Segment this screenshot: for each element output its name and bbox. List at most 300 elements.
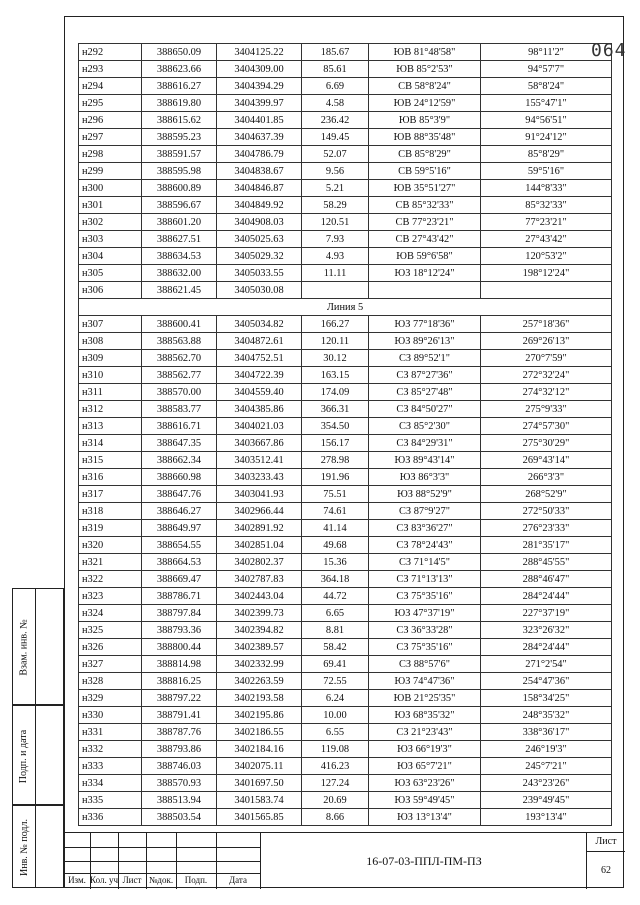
rhumb: СЗ 83°36'27" [369, 520, 481, 537]
rhumb: СВ 27°43'42" [369, 231, 481, 248]
rhumb: ЮЗ 18°12'24" [369, 265, 481, 282]
table-row [79, 605, 612, 622]
distance: 166.27 [302, 316, 369, 333]
point-id: н328 [79, 673, 142, 690]
side-label-vzam: Взам. инв. № [18, 619, 30, 676]
coord-y: 3402195.86 [217, 707, 302, 724]
point-id: н319 [79, 520, 142, 537]
table-row [79, 163, 612, 180]
distance: 6.65 [302, 605, 369, 622]
tb-ndok: №док. [148, 875, 174, 885]
coord-x: 388816.25 [142, 673, 217, 690]
rhumb: ЮВ 21°25'35" [369, 690, 481, 707]
azimuth: 323°26'32" [481, 622, 612, 639]
azimuth: 91°24'12" [481, 129, 612, 146]
azimuth: 270°7'59" [481, 350, 612, 367]
table-row [79, 520, 612, 537]
point-id: н333 [79, 758, 142, 775]
point-id: н314 [79, 435, 142, 452]
coord-x: 388503.54 [142, 809, 217, 826]
coordinates-table [78, 43, 612, 826]
coord-x: 388596.67 [142, 197, 217, 214]
table-body-a [79, 44, 612, 299]
table-row [79, 707, 612, 724]
distance: 15.36 [302, 554, 369, 571]
coord-y: 3404786.79 [217, 146, 302, 163]
point-id: н317 [79, 486, 142, 503]
table-row [79, 350, 612, 367]
coord-y: 3402193.58 [217, 690, 302, 707]
distance: 191.96 [302, 469, 369, 486]
distance: 149.45 [302, 129, 369, 146]
distance: 7.93 [302, 231, 369, 248]
point-id: н302 [79, 214, 142, 231]
distance: 366.31 [302, 401, 369, 418]
azimuth: 193°13'4" [481, 809, 612, 826]
table-row [79, 690, 612, 707]
rhumb: ЮВ 24°12'59" [369, 95, 481, 112]
rhumb: ЮЗ 77°18'36" [369, 316, 481, 333]
point-id: н321 [79, 554, 142, 571]
rhumb: СЗ 71°14'5" [369, 554, 481, 571]
rhumb: ЮЗ 65°7'21" [369, 758, 481, 775]
coord-y: 3402891.92 [217, 520, 302, 537]
point-id: н294 [79, 78, 142, 95]
rhumb: СЗ 88°57'6" [369, 656, 481, 673]
azimuth: 266°3'3" [481, 469, 612, 486]
point-id: н299 [79, 163, 142, 180]
coord-y: 3402332.99 [217, 656, 302, 673]
azimuth: 144°8'33" [481, 180, 612, 197]
point-id: н318 [79, 503, 142, 520]
rhumb: СЗ 21°23'43" [369, 724, 481, 741]
side-block-inv [12, 805, 64, 888]
point-id: н309 [79, 350, 142, 367]
azimuth: 257°18'36" [481, 316, 612, 333]
point-id: н296 [79, 112, 142, 129]
table-row [79, 197, 612, 214]
coord-y: 3401697.50 [217, 775, 302, 792]
table-body-b [79, 316, 612, 826]
coord-x: 388513.94 [142, 792, 217, 809]
coord-x: 388814.98 [142, 656, 217, 673]
point-id: н332 [79, 741, 142, 758]
tb-list: Лист [122, 875, 142, 885]
rhumb: СВ 59°5'16" [369, 163, 481, 180]
point-id: н335 [79, 792, 142, 809]
rhumb: ЮЗ 89°26'13" [369, 333, 481, 350]
rhumb: СЗ 87°27'36" [369, 367, 481, 384]
distance: 236.42 [302, 112, 369, 129]
distance: 416.23 [302, 758, 369, 775]
distance: 6.24 [302, 690, 369, 707]
coord-x: 388632.00 [142, 265, 217, 282]
distance: 8.81 [302, 622, 369, 639]
azimuth: 284°24'44" [481, 639, 612, 656]
coord-x: 388649.97 [142, 520, 217, 537]
distance: 58.42 [302, 639, 369, 656]
point-id: н316 [79, 469, 142, 486]
point-id: н303 [79, 231, 142, 248]
coord-y: 3404559.40 [217, 384, 302, 401]
point-id: н326 [79, 639, 142, 656]
coord-x: 388793.36 [142, 622, 217, 639]
azimuth: 288°46'47" [481, 571, 612, 588]
azimuth: 85°32'33" [481, 197, 612, 214]
page-stamp: 064 [591, 40, 627, 61]
rhumb: СЗ 84°50'27" [369, 401, 481, 418]
point-id: н293 [79, 61, 142, 78]
table-row [79, 282, 612, 299]
coord-y: 3402075.11 [217, 758, 302, 775]
azimuth: 281°35'17" [481, 537, 612, 554]
azimuth: 59°5'16" [481, 163, 612, 180]
point-id: н325 [79, 622, 142, 639]
rhumb: СВ 77°23'21" [369, 214, 481, 231]
coord-x: 388660.98 [142, 469, 217, 486]
distance: 5.21 [302, 180, 369, 197]
table-row [79, 248, 612, 265]
azimuth: 58°8'24" [481, 78, 612, 95]
section-header [79, 299, 612, 316]
azimuth: 246°19'3" [481, 741, 612, 758]
azimuth: 274°57'30" [481, 418, 612, 435]
point-id: н308 [79, 333, 142, 350]
distance: 364.18 [302, 571, 369, 588]
coord-y: 3405030.08 [217, 282, 302, 299]
point-id: н298 [79, 146, 142, 163]
coord-y: 3405033.55 [217, 265, 302, 282]
distance: 30.12 [302, 350, 369, 367]
distance: 10.00 [302, 707, 369, 724]
coord-x: 388662.34 [142, 452, 217, 469]
table-row [79, 61, 612, 78]
coord-x: 388800.44 [142, 639, 217, 656]
point-id: н324 [79, 605, 142, 622]
rhumb: СЗ 85°27'48" [369, 384, 481, 401]
azimuth: 94°57'7" [481, 61, 612, 78]
table-row [79, 112, 612, 129]
coord-y: 3402443.04 [217, 588, 302, 605]
rhumb: ЮВ 81°48'58" [369, 44, 481, 61]
rhumb: ЮЗ 13°13'4" [369, 809, 481, 826]
table-row [79, 129, 612, 146]
point-id: н305 [79, 265, 142, 282]
coord-y: 3403512.41 [217, 452, 302, 469]
tb-izm: Изм. [68, 875, 86, 885]
point-id: н313 [79, 418, 142, 435]
side-label-inv: Инв. № подл. [18, 819, 30, 876]
tb-data: Дата [229, 875, 247, 885]
distance: 185.67 [302, 44, 369, 61]
coord-y: 3402263.59 [217, 673, 302, 690]
table-row [79, 486, 612, 503]
table-row [79, 775, 612, 792]
table-row [79, 656, 612, 673]
coord-x: 388787.76 [142, 724, 217, 741]
azimuth: 239°49'45" [481, 792, 612, 809]
rhumb: ЮВ 85°3'9" [369, 112, 481, 129]
azimuth: 274°32'12" [481, 384, 612, 401]
rhumb: ЮЗ 59°49'45" [369, 792, 481, 809]
coord-y: 3402186.55 [217, 724, 302, 741]
rhumb: СЗ 89°52'1" [369, 350, 481, 367]
azimuth: 269°26'13" [481, 333, 612, 350]
side-block-vzam [12, 588, 64, 705]
coord-y: 3404401.85 [217, 112, 302, 129]
distance [302, 282, 369, 299]
point-id: н330 [79, 707, 142, 724]
coord-x: 388797.84 [142, 605, 217, 622]
table-row [79, 435, 612, 452]
distance: 49.68 [302, 537, 369, 554]
point-id: н327 [79, 656, 142, 673]
rhumb [369, 282, 481, 299]
title-block-grid [64, 833, 260, 889]
azimuth: 284°24'44" [481, 588, 612, 605]
rhumb: СЗ 78°24'43" [369, 537, 481, 554]
coord-y: 3402184.16 [217, 741, 302, 758]
coord-x: 388595.98 [142, 163, 217, 180]
azimuth: 77°23'21" [481, 214, 612, 231]
coord-y: 3404385.86 [217, 401, 302, 418]
azimuth: 243°23'26" [481, 775, 612, 792]
rhumb: ЮВ 35°51'27" [369, 180, 481, 197]
coord-y: 3404309.00 [217, 61, 302, 78]
azimuth: 245°7'21" [481, 758, 612, 775]
table-row [79, 333, 612, 350]
tb-podp: Подп. [184, 875, 208, 885]
coord-x: 388627.51 [142, 231, 217, 248]
coord-y: 3402394.82 [217, 622, 302, 639]
distance: 41.14 [302, 520, 369, 537]
table-row [79, 367, 612, 384]
table-row [79, 316, 612, 333]
azimuth: 272°32'24" [481, 367, 612, 384]
point-id: н292 [79, 44, 142, 61]
rhumb: СЗ 71°13'13" [369, 571, 481, 588]
azimuth: 275°9'33" [481, 401, 612, 418]
point-id: н329 [79, 690, 142, 707]
table-row [79, 214, 612, 231]
title-block [64, 832, 624, 888]
coord-x: 388623.66 [142, 61, 217, 78]
table-row [79, 639, 612, 656]
distance: 75.51 [302, 486, 369, 503]
coord-x: 388791.41 [142, 707, 217, 724]
coord-y: 3404394.29 [217, 78, 302, 95]
table-row [79, 741, 612, 758]
rhumb: ЮВ 85°2'53" [369, 61, 481, 78]
distance: 120.51 [302, 214, 369, 231]
azimuth: 198°12'24" [481, 265, 612, 282]
rhumb: ЮЗ 68°35'32" [369, 707, 481, 724]
azimuth: 27°43'42" [481, 231, 612, 248]
table-row [79, 571, 612, 588]
table-row [79, 418, 612, 435]
sheet-box [586, 833, 625, 889]
distance: 354.50 [302, 418, 369, 435]
azimuth: 155°47'1" [481, 95, 612, 112]
azimuth: 288°45'55" [481, 554, 612, 571]
coord-x: 388600.89 [142, 180, 217, 197]
coord-y: 3404021.03 [217, 418, 302, 435]
coord-x: 388591.57 [142, 146, 217, 163]
distance: 8.66 [302, 809, 369, 826]
table-row [79, 401, 612, 418]
coord-y: 3403667.86 [217, 435, 302, 452]
coord-y: 3402389.57 [217, 639, 302, 656]
azimuth: 272°50'33" [481, 503, 612, 520]
coord-y: 3404872.61 [217, 333, 302, 350]
table-row [79, 146, 612, 163]
distance: 174.09 [302, 384, 369, 401]
coord-x: 388654.55 [142, 537, 217, 554]
coord-y: 3404399.97 [217, 95, 302, 112]
coord-y: 3402399.73 [217, 605, 302, 622]
coord-x: 388562.77 [142, 367, 217, 384]
coord-y: 3403233.43 [217, 469, 302, 486]
coord-x: 388669.47 [142, 571, 217, 588]
table-row [79, 384, 612, 401]
point-id: н300 [79, 180, 142, 197]
azimuth: 85°8'29" [481, 146, 612, 163]
distance: 74.61 [302, 503, 369, 520]
distance: 6.55 [302, 724, 369, 741]
point-id: н315 [79, 452, 142, 469]
table-row [79, 673, 612, 690]
point-id: н297 [79, 129, 142, 146]
coord-y: 3405029.32 [217, 248, 302, 265]
azimuth [481, 282, 612, 299]
rhumb: ЮЗ 63°23'26" [369, 775, 481, 792]
coord-y: 3402851.04 [217, 537, 302, 554]
azimuth: 227°37'19" [481, 605, 612, 622]
coord-y: 3404752.51 [217, 350, 302, 367]
rhumb: СЗ 75°35'16" [369, 588, 481, 605]
document-code: 16-07-03-ППЛ-ПМ-ПЗ [260, 833, 587, 889]
coord-y: 3404722.39 [217, 367, 302, 384]
table-row [79, 503, 612, 520]
coord-y: 3402787.83 [217, 571, 302, 588]
point-id: н320 [79, 537, 142, 554]
distance: 127.24 [302, 775, 369, 792]
point-id: н307 [79, 316, 142, 333]
coord-y: 3404125.22 [217, 44, 302, 61]
rhumb: ЮЗ 66°19'3" [369, 741, 481, 758]
coord-x: 388616.27 [142, 78, 217, 95]
rhumb: СЗ 36°33'28" [369, 622, 481, 639]
table-row [79, 469, 612, 486]
azimuth: 158°34'25" [481, 690, 612, 707]
coord-x: 388646.27 [142, 503, 217, 520]
coord-y: 3402966.44 [217, 503, 302, 520]
coord-x: 388664.53 [142, 554, 217, 571]
distance: 163.15 [302, 367, 369, 384]
distance: 4.58 [302, 95, 369, 112]
rhumb: СЗ 84°29'31" [369, 435, 481, 452]
rhumb: СВ 85°8'29" [369, 146, 481, 163]
rhumb: СВ 58°8'24" [369, 78, 481, 95]
coord-y: 3404849.92 [217, 197, 302, 214]
azimuth: 254°47'36" [481, 673, 612, 690]
point-id: н295 [79, 95, 142, 112]
coord-x: 388563.88 [142, 333, 217, 350]
point-id: н306 [79, 282, 142, 299]
rhumb: ЮЗ 88°52'9" [369, 486, 481, 503]
table-row [79, 537, 612, 554]
distance: 85.61 [302, 61, 369, 78]
azimuth: 248°35'32" [481, 707, 612, 724]
tb-kol: Кол. уч [90, 875, 118, 885]
rhumb: ЮЗ 74°47'36" [369, 673, 481, 690]
coord-x: 388647.76 [142, 486, 217, 503]
azimuth: 268°52'9" [481, 486, 612, 503]
azimuth: 94°56'51" [481, 112, 612, 129]
coord-x: 388562.70 [142, 350, 217, 367]
table-row [79, 758, 612, 775]
coord-x: 388616.71 [142, 418, 217, 435]
coord-y: 3404838.67 [217, 163, 302, 180]
coord-x: 388793.86 [142, 741, 217, 758]
table-row [79, 554, 612, 571]
azimuth: 276°23'33" [481, 520, 612, 537]
distance: 4.93 [302, 248, 369, 265]
table-row [79, 452, 612, 469]
coord-x: 388647.35 [142, 435, 217, 452]
coord-x: 388570.00 [142, 384, 217, 401]
coord-x: 388621.45 [142, 282, 217, 299]
table-row [79, 180, 612, 197]
coord-x: 388601.20 [142, 214, 217, 231]
coord-y: 3405034.82 [217, 316, 302, 333]
distance: 120.11 [302, 333, 369, 350]
distance: 20.69 [302, 792, 369, 809]
point-id: н311 [79, 384, 142, 401]
distance: 11.11 [302, 265, 369, 282]
point-id: н334 [79, 775, 142, 792]
coord-x: 388615.62 [142, 112, 217, 129]
point-id: н336 [79, 809, 142, 826]
distance: 44.72 [302, 588, 369, 605]
coord-x: 388786.71 [142, 588, 217, 605]
table-row [79, 95, 612, 112]
coord-y: 3402802.37 [217, 554, 302, 571]
distance: 278.98 [302, 452, 369, 469]
table-row [79, 724, 612, 741]
point-id: н310 [79, 367, 142, 384]
table-row [79, 588, 612, 605]
table-row [79, 78, 612, 95]
coord-y: 3403041.93 [217, 486, 302, 503]
point-id: н304 [79, 248, 142, 265]
side-label-podp: Подп. и дата [18, 729, 30, 783]
rhumb: ЮВ 59°6'58" [369, 248, 481, 265]
rhumb: СЗ 75°35'16" [369, 639, 481, 656]
sheet-label: Лист [587, 833, 625, 852]
coord-x: 388619.80 [142, 95, 217, 112]
coord-y: 3404846.87 [217, 180, 302, 197]
distance: 69.41 [302, 656, 369, 673]
azimuth: 338°36'17" [481, 724, 612, 741]
table-row [79, 809, 612, 826]
distance: 119.08 [302, 741, 369, 758]
section-label: Линия 5 [79, 299, 612, 316]
azimuth: 275°30'29" [481, 435, 612, 452]
distance: 58.29 [302, 197, 369, 214]
point-id: н312 [79, 401, 142, 418]
coord-y: 3401565.85 [217, 809, 302, 826]
